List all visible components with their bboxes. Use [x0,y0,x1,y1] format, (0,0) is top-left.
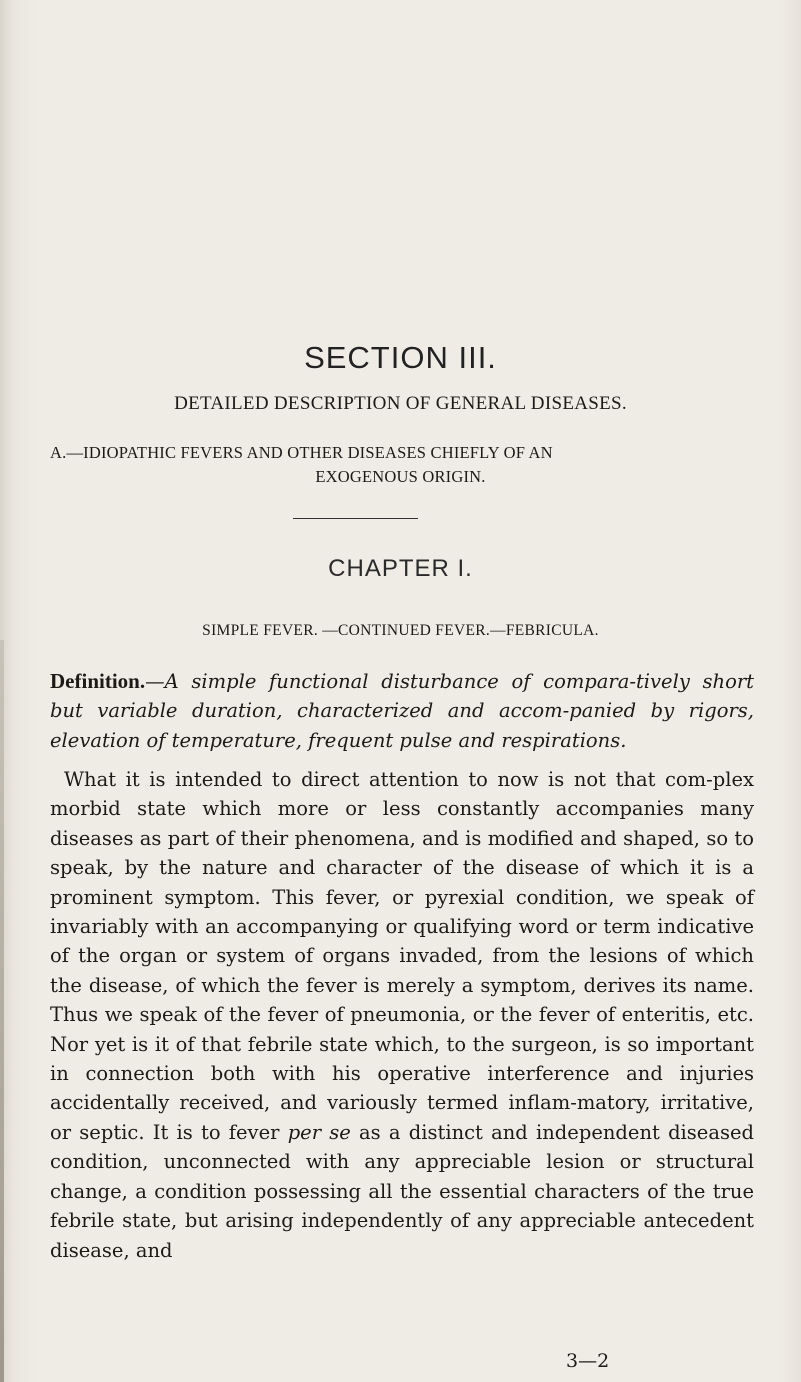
definition-paragraph [50,667,754,755]
section-title: SECTION III. [304,340,497,375]
body-text-italic: per se [287,1120,351,1144]
body-text-part-2: as a distinct and independent diseased condition, unconnected with any appreciable lesion or structural change, a condition possessing all the essential characters of the true febrile state, but arising independently of any appreciable antecedent disease, and [50,1120,754,1262]
chapter-title: CHAPTER I. [328,555,473,582]
definition-dash: — [145,670,165,693]
definition-label: Definition. [50,669,146,693]
chapter-subtitle: SIMPLE FEVER. —CONTINUED FEVER.—FEBRICULA. [202,622,599,639]
definition-text: A simple functional disturbance of compara-tively short but variable duration, characterized and accom-panied by rigors, elevation of temperature, frequent pulse and respirations. [50,670,754,752]
page-number: 3—2 [566,1350,610,1372]
body-text-part-1: What it is intended to direct attention to now is not that com-plex morbid state which more or less constantly accompanies many diseases as part of their phenomena, and is modified and shaped, so to speak, by the nature and character of the disease of which it is a prominent symptom. This fever, or pyrexial condition, we speak of invariably with an accompanying or qualifying word or term indicative of the organ or system of organs invaded, from the lesions of which the disease, of which the fever is merely a symptom, derives its name. Thus we speak of the fever of pneumonia, or the fever of enteritis, etc. Nor yet is it of that febrile state which, to the surgeon, is so important in connection both with his operative interference and injuries accidentally received, and variously termed inflam-matory, irritative, or septic. It is to fever [50,768,754,1144]
page-binding-shadow [0,640,4,1382]
divider-rule [293,518,418,519]
part-title: DETAILED DESCRIPTION OF GENERAL DISEASES. [174,393,627,414]
part-subtitle-line-2: EXOGENOUS ORIGIN. [315,467,486,486]
part-subtitle-line-1: A.—IDIOPATHIC FEVERS AND OTHER DISEASES CHIEFLY OF AN [50,443,553,462]
body-paragraph [50,765,754,1265]
